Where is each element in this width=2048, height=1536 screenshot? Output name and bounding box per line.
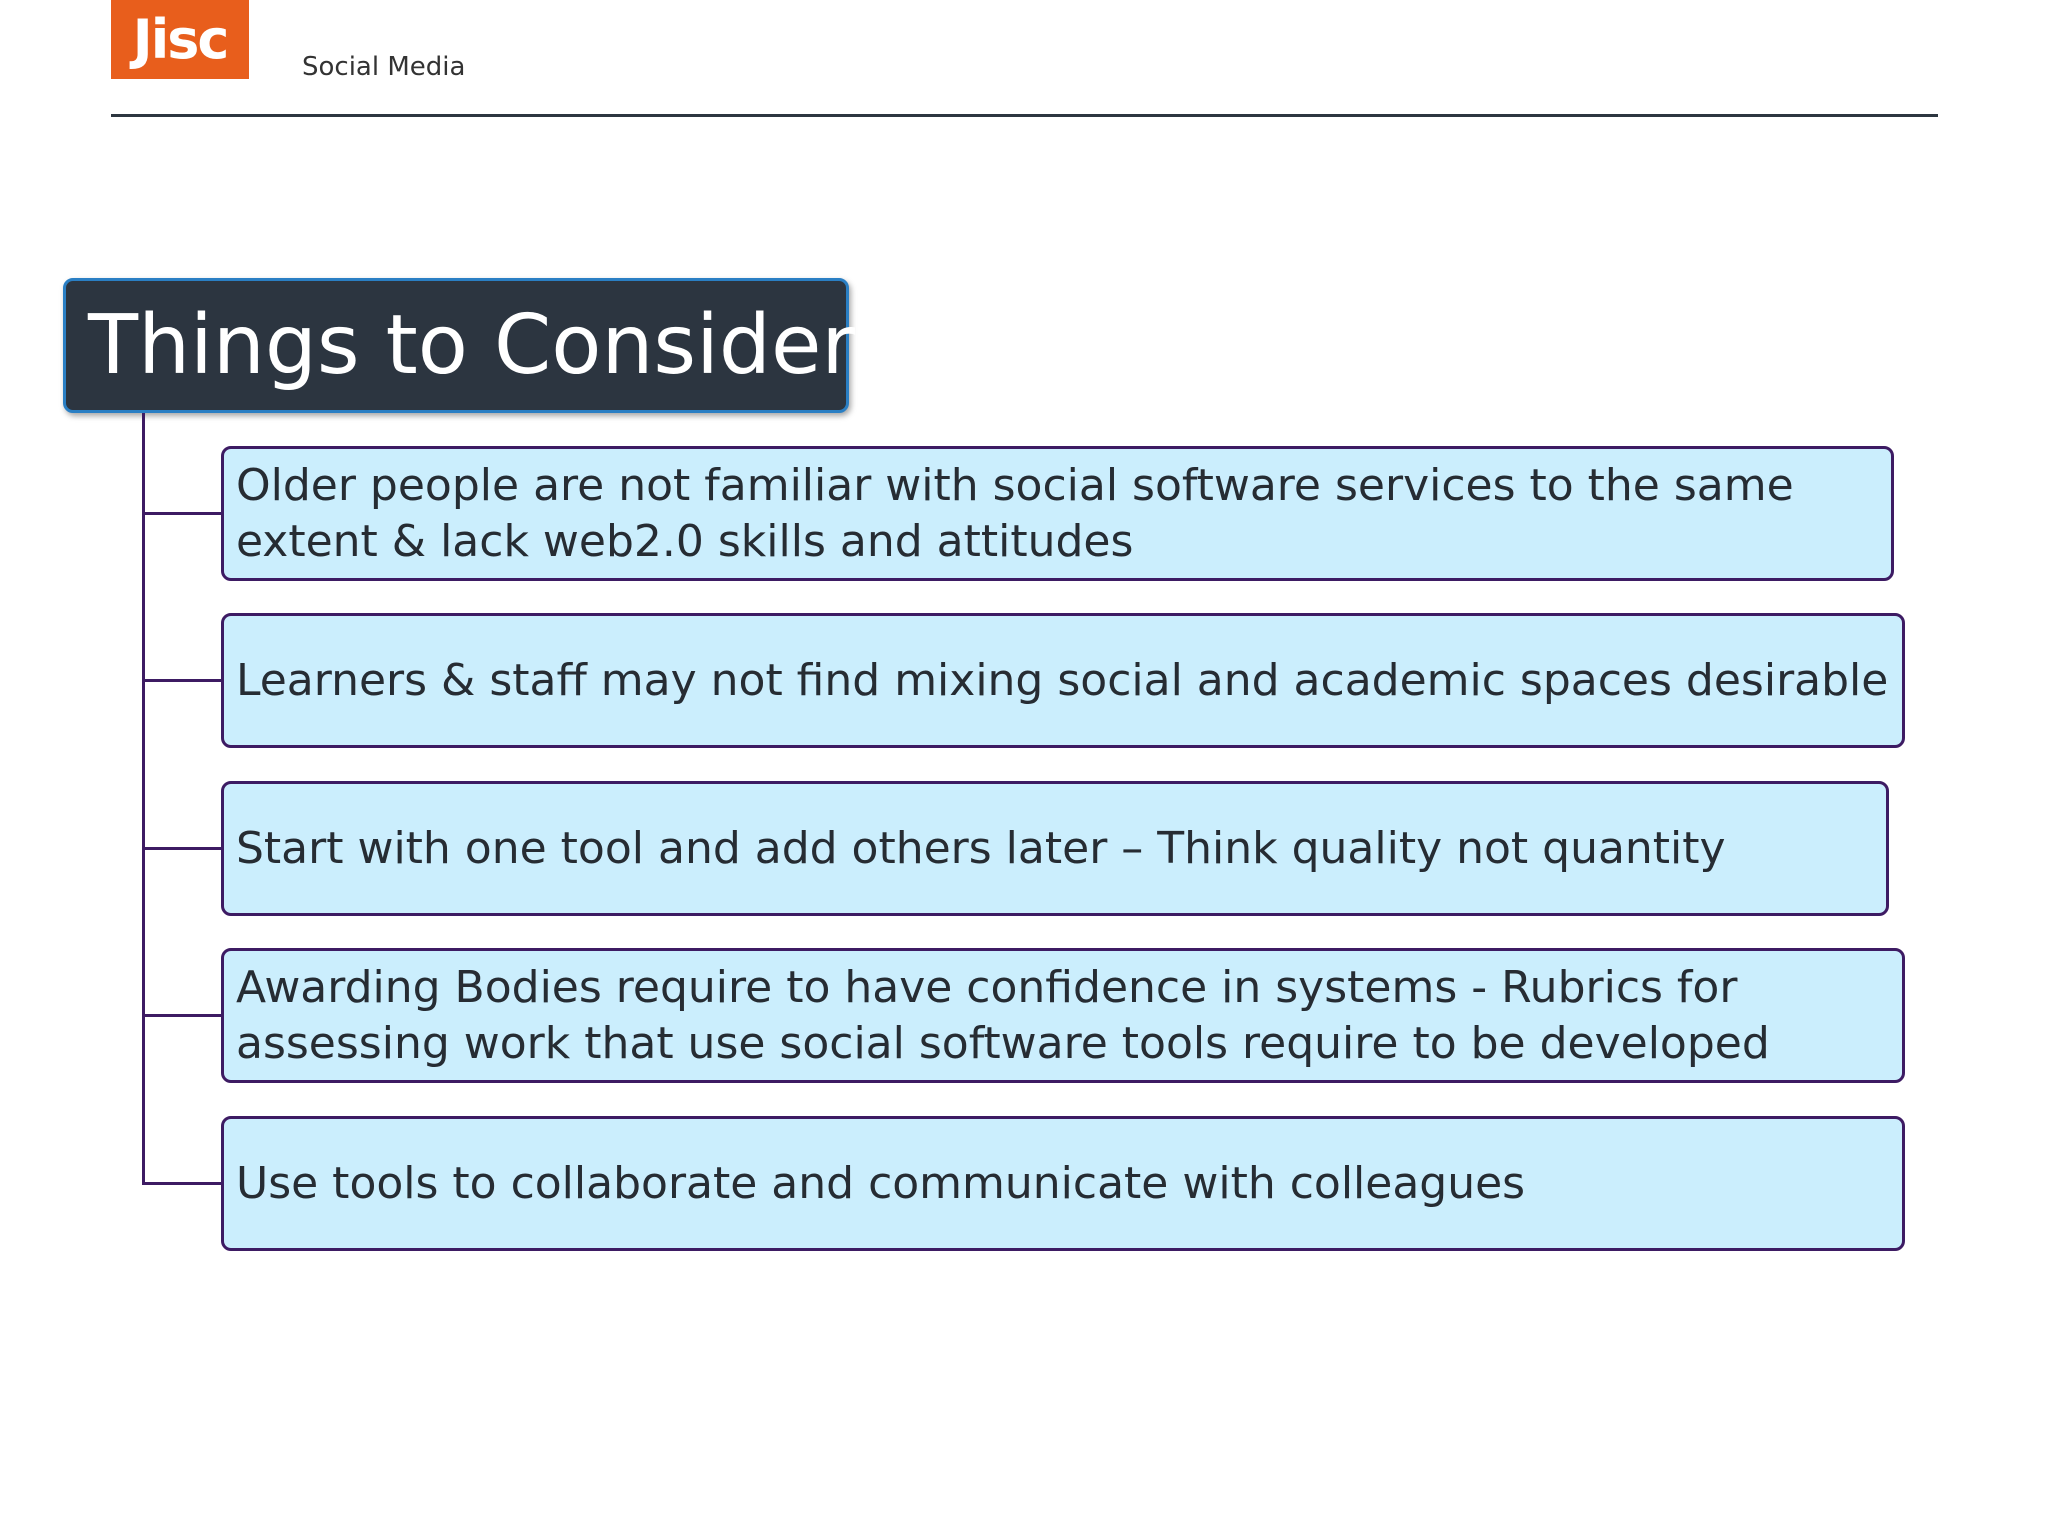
consideration-item-2 <box>221 613 1905 748</box>
consideration-text-2: Learners & staff may not find mixing social and academic spaces desirable <box>236 654 1889 706</box>
consideration-text-1: Older people are not familiar with social software services to the same extent & lack web2.0 skills and attitudes <box>236 459 1794 567</box>
jisc-logo: Jisc <box>111 0 249 79</box>
tree-connector-trunk <box>142 413 145 1185</box>
diagram-title: Things to Consider <box>63 278 849 413</box>
consideration-item-5 <box>221 1116 1905 1251</box>
header-divider <box>111 114 1938 117</box>
consideration-text-5: Use tools to collaborate and communicate with colleagues <box>236 1157 1526 1209</box>
tree-connector-branch-4 <box>142 1014 222 1017</box>
consideration-item-3 <box>221 781 1889 916</box>
tree-connector-branch-2 <box>142 679 222 682</box>
consideration-text-3: Start with one tool and add others later – Think quality not quantity <box>236 822 1726 874</box>
consideration-item-1 <box>221 446 1894 581</box>
header-subtitle: Social Media <box>302 52 466 82</box>
tree-connector-branch-5 <box>142 1182 222 1185</box>
consideration-item-4 <box>221 948 1905 1083</box>
tree-connector-branch-3 <box>142 847 222 850</box>
consideration-text-4: Awarding Bodies require to have confidence in systems - Rubrics for assessing work that use social software tools require to be developed <box>236 961 1770 1069</box>
tree-connector-branch-1 <box>142 512 222 515</box>
